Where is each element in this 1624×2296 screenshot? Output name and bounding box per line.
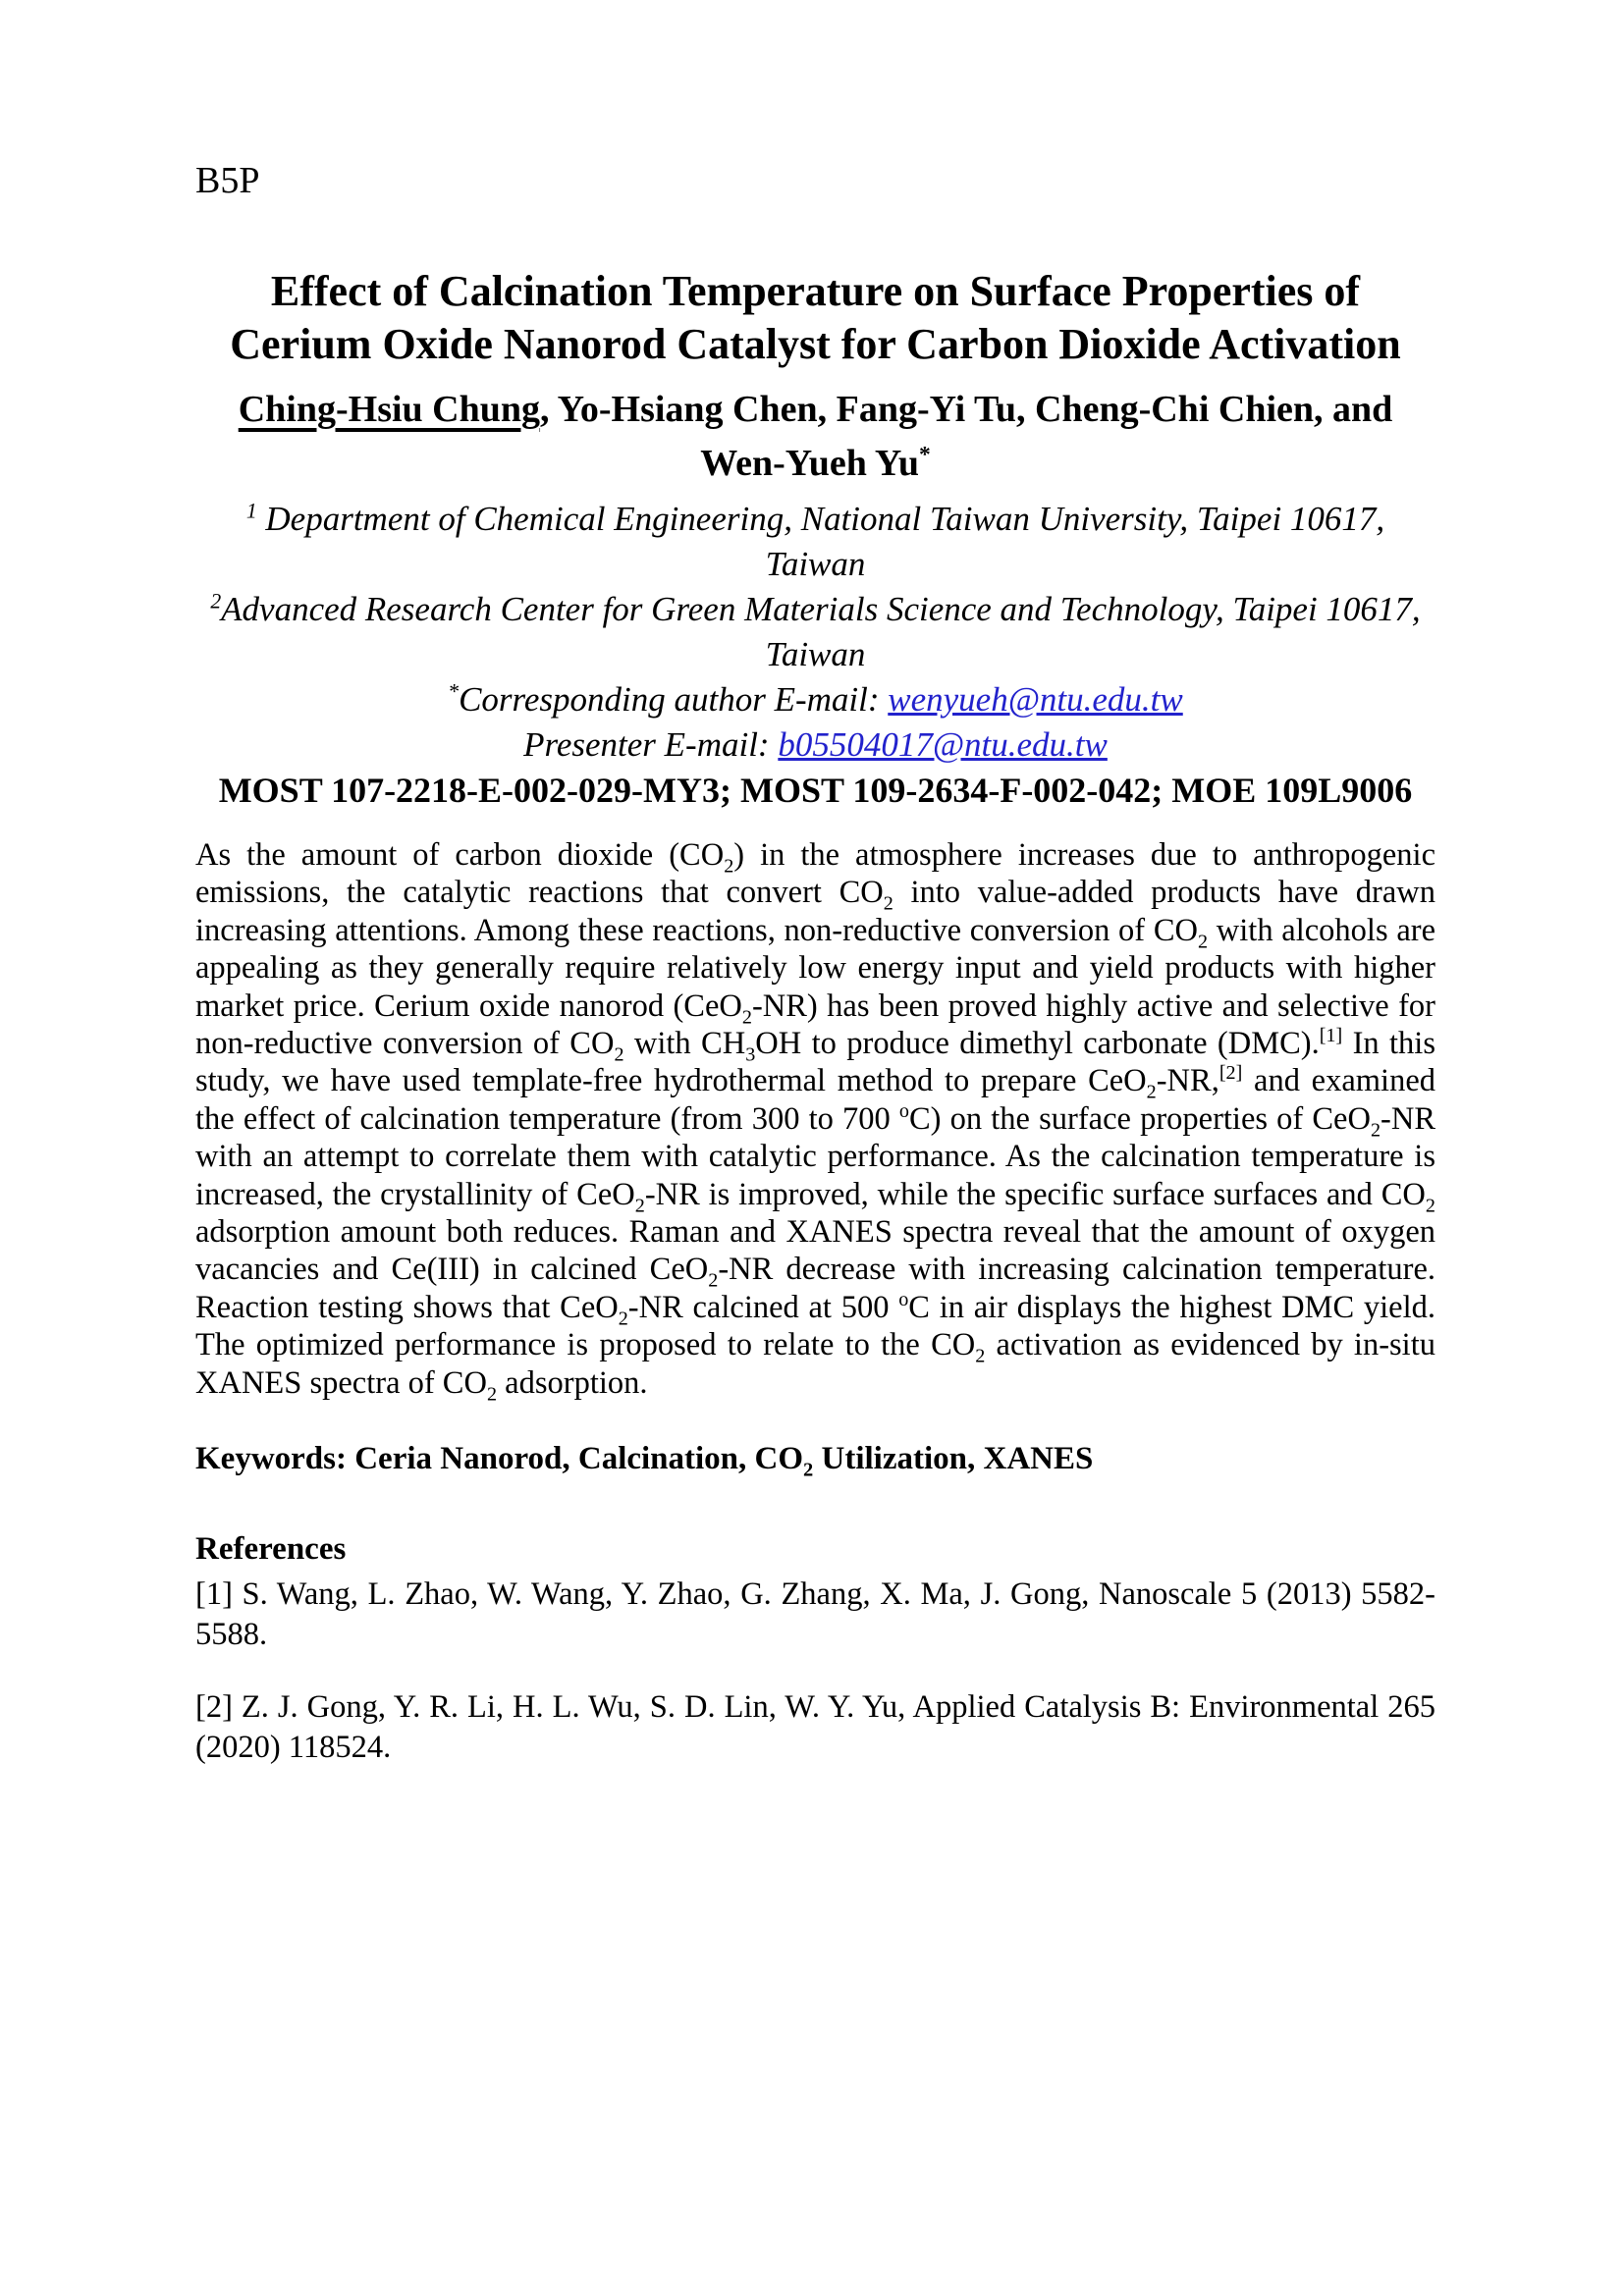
presenter-email-line: Presenter E-mail: b05504017@ntu.edu.tw <box>523 725 1108 764</box>
affiliation-1: $^1$ Department of Chemical Engineering, National Taiwan University, Taipei 10617, Taiwan <box>245 499 1385 583</box>
grant-numbers: MOST 107-2218-E-002-029-MY3; MOST 109-2634-F-002-042; MOE 109L9006 <box>218 771 1413 810</box>
abstract-paragraph: As the amount of carbon dioxide $(CO_2)$ in the atmosphere increases due to anthropogenic emissions, the catalytic reactions that convert $CO_2$ into value-added products have drawn increasing attentions. Among these reactions, non-reductive conversion of $CO_2$ with alcohols are appealing as they generally require relatively low energy input and yield products with higher market price. Cerium oxide nanorod (CeO$_2$-NR) has been proved highly active and selective for non-reductive conversion of $CO_2$ with $CH_3OH$ to produce dimethyl carbonate (DMC).[1] In this study, we have used template-free hydrothermal method to prepare CeO$_2$-NR,[2] and examined the effect of calcination temperature (from 300 to 700 $^o$C) on the surface properties of CeO$_2$-NR with an attempt to correlate them with catalytic performance. As the calcination temperature is increased, the crystallinity of CeO$_2$-NR is improved, while the specific surface surfaces and $CO_2$ adsorption amount both reduces. Raman and XANES spectra reveal that the amount of oxygen vacancies and Ce(III) in calcined CeO$_2$-NR decrease with increasing calcination temperature. Reaction testing shows that CeO$_2$-NR calcined at 500 $^o$C in air displays the highest DMC yield. The optimized performance is proposed to relate to the $CO_2$ activation as evidenced by in-situ XANES spectra of $CO_2$ adsorption. <box>195 837 1436 1406</box>
email-link[interactable]: wenyueh@ntu.edu.tw <box>888 680 1183 719</box>
affiliation-2: $^2$Advanced Research Center for Green Materials Science and Technology, Taipei 10617, Taiwan <box>210 589 1421 673</box>
corresponding-author-line: *Corresponding author E-mail: wenyueh@ntu.edu.tw <box>448 679 1183 719</box>
affiliations-block <box>195 497 1435 813</box>
paper-code: B5P <box>195 160 260 201</box>
reference-item-2: [2] Z. J. Gong, Y. R. Li, H. L. Wu, S. D. Lin, W. Y. Yu, Applied Catalysis B: Environmental 265 (2020) 118524. <box>195 1688 1435 1765</box>
reference-item-1: [1] S. Wang, L. Zhao, W. Wang, Y. Zhao, G. Zhang, X. Ma, J. Gong, Nanoscale 5 (2013) 5582-5588. <box>195 1576 1435 1653</box>
email-link[interactable]: b05504017@ntu.edu.tw <box>778 725 1108 764</box>
references-heading: References <box>195 1531 347 1568</box>
keywords-line: Keywords: Ceria Nanorod, Calcination, $CO_2$ Utilization, XANES <box>195 1441 1094 1481</box>
author-list: Ching-Hsiu Chung, Yo-Hsiang Chen, Fang-Yi Tu, Cheng-Chi Chien, and Wen-Yueh Yu* <box>238 389 1393 484</box>
paper-title: Effect of Calcination Temperature on Surface Properties of Cerium Oxide Nanorod Catalyst for Carbon Dioxide Activation <box>230 267 1401 368</box>
